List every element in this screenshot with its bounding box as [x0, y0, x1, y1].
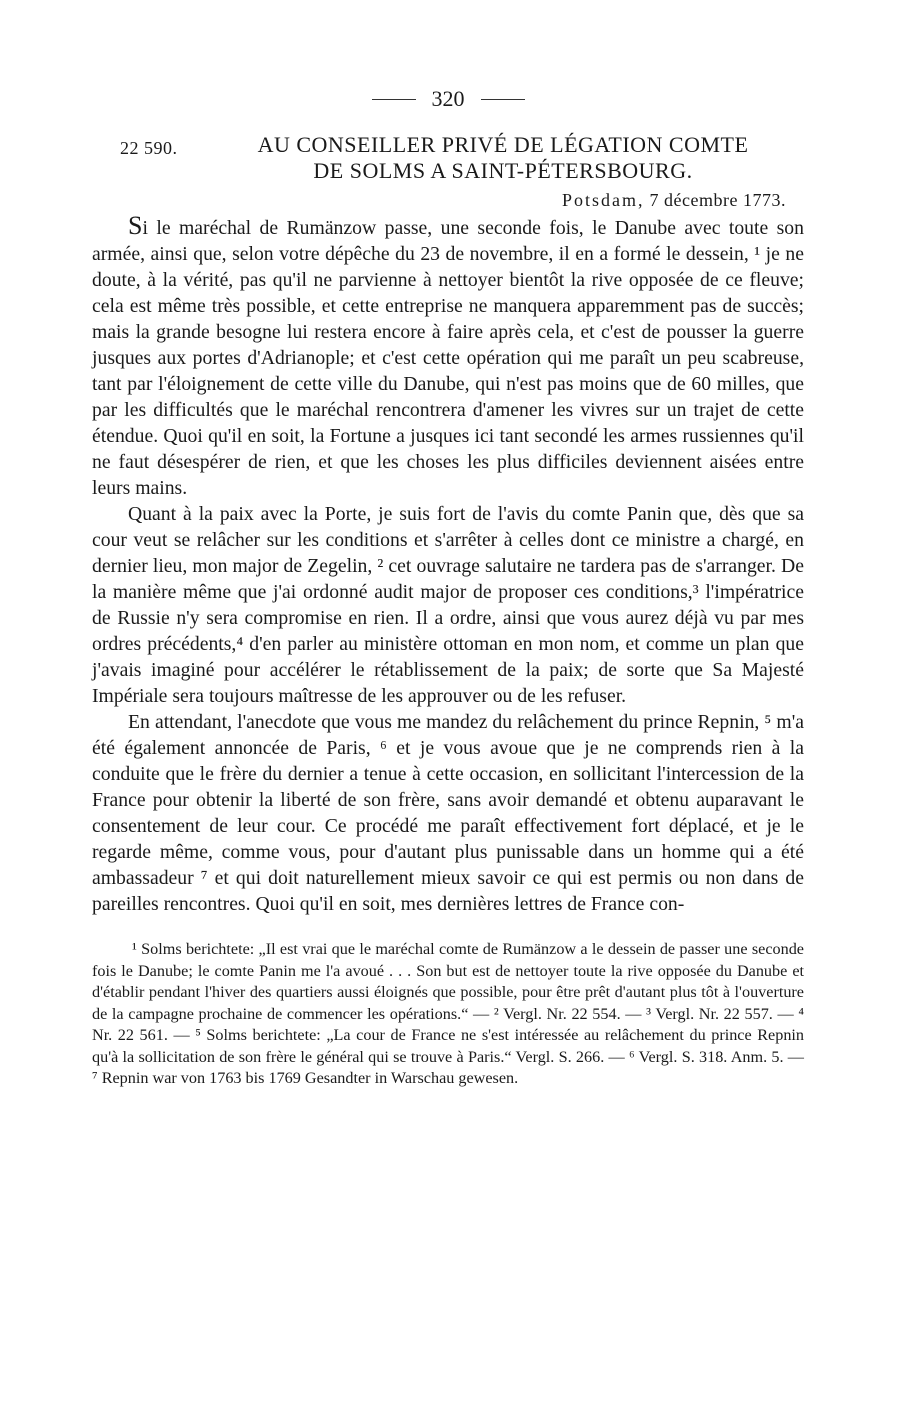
footnotes-text: ¹ Solms berichtete: „Il est vrai que le maréchal comte de Rumänzow a le dessein de passer une seconde fois le Danube; le comte Panin me l'a avoué . . . Son but est de nettoyer toute la rive opposée du Danube et d'établir pendant l'hiver des quartiers aussi éloignés que possible, pour être prêt d'autant plus tôt à l'ouverture de la campagne prochaine de commencer les opérations.“ — ² Vergl. Nr. 22 554. — ³ Vergl. Nr. 22 557. — ⁴ Nr. 22 561. — ⁵ Solms berichtete: „La cour de France ne s'est intéressée au relâchement du prince Repnin qu'à la sollicitation de son frère le général qui se trouve à Paris.“ Vergl. S. 266. — ⁶ Vergl. S. 318. Anm. 5. — ⁷ Repnin war von 1763 bis 1769 Gesandter in Warschau gewesen. [92, 940, 804, 1087]
document-title [92, 132, 804, 184]
paragraph-3: En attendant, l'anecdote que vous me mandez du relâchement du prince Repnin, ⁵ m'a été également annoncée de Paris, ⁶ et je vous avoue que je ne comprends rien à la conduite que le frère du dernier a tenue à cette occasion, en sollicitant l'intercession de la France pour obtenir la liberté de son frère, sans avoir demandé et obtenu auparavant le consentement de leur cour. Ce procédé me paraît effectivement fort déplacé, et je le regarde même, comme vous, pour d'autant plus punissable dans un homme qui a été ambassadeur ⁷ et qui doit naturellement mieux savoir ce qui est permis ou non dans de pareilles rencontres. Quoi qu'il en soit, mes dernières lettres de France con- [92, 711, 804, 915]
document-number: 22 590. [120, 138, 178, 158]
page-header [92, 84, 804, 114]
header-rule-left [372, 99, 416, 100]
page-number: 320 [431, 86, 465, 111]
document-heading [202, 132, 804, 184]
heading-line-2: DE SOLMS A SAINT-PÉTERSBOURG. [313, 158, 693, 183]
dateline-place: Potsdam, [562, 190, 645, 210]
paragraph-2: Quant à la paix avec la Porte, je suis fort de l'avis du comte Panin que, dès que sa cour veut se relâcher sur les conditions et s'arrêter à celles dont ce ministre a chargé, en dernier lieu, mon major de Zegelin, ² cet ouvrage salutaire ne tardera pas de s'arranger. De la manière même que j'ai ordonné audit major de proposer ces conditions,³ l'impératrice de Russie n'y sera compromise en rien. Il a ordre, ainsi que vous aurez déjà vu par mes ordres précédents,⁴ d'en parler au ministère ottoman en mon nom, et comme un plan que j'avais imaginé pour accélérer le rétablissement de la paix; de sorte que Sa Majesté Impériale sera toujours maîtresse de les approuver ou de les refuser. [92, 503, 804, 707]
paragraph-1: Si le maréchal de Rumänzow passe, une seconde fois, le Danube avec toute son armée, ainsi que, selon votre dépêche du 23 de novembre, il en a formé le dessein, ¹ je ne doute, à la vérité, pas qu'il ne parvienne à nettoyer bientôt la rive opposée de ce fleuve; cela est même très possible, et cette entreprise ne manquera apparemment pas de succès; mais la grande besogne lui restera encore à faire après cela, et c'est de pousser la guerre jusques aux portes d'Adrianople; et c'est cette opération qui me paraît un peu scabreuse, tant par l'éloignement de cette ville du Danube, qui n'est pas moins que de 60 milles, que par les difficultés que le maréchal rencontrera d'amener les vivres sur un trajet de cette étendue. Quoi qu'il en soit, la Fortune a jusques ici tant secondé les armes russiennes qu'il ne faut désespérer de rien, et que les choses les plus difficiles deviennent aisées entre leurs mains. [92, 211, 804, 499]
header-rule-right [481, 99, 525, 100]
book-page [92, 84, 804, 1090]
dateline-date: 7 décembre 1773. [649, 190, 786, 210]
footnotes [92, 939, 804, 1090]
dateline [92, 190, 804, 211]
heading-line-1: AU CONSEILLER PRIVÉ DE LÉGATION COMTE [257, 132, 749, 157]
letter-body [92, 213, 804, 917]
